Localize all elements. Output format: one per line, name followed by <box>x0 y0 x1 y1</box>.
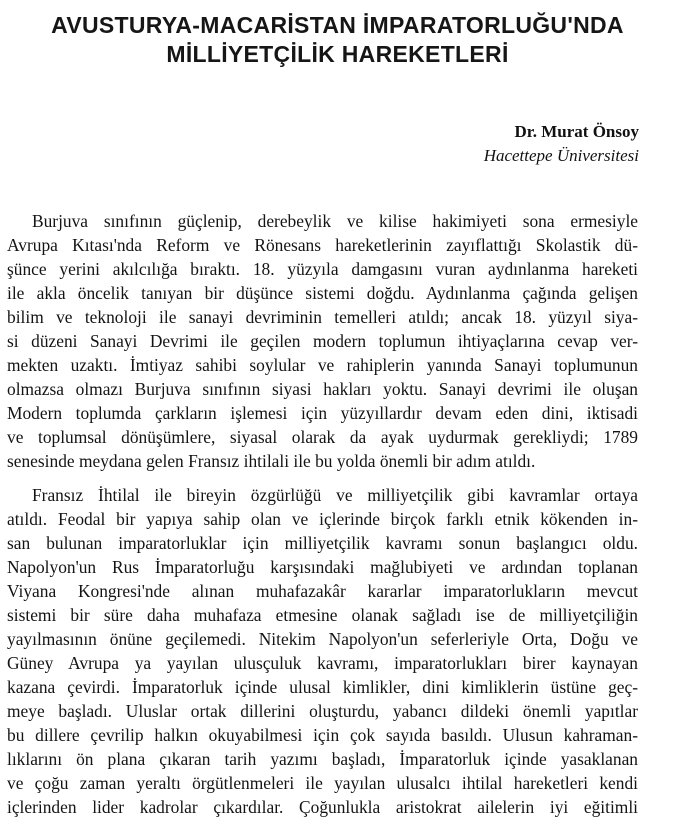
paragraph-line: şünce yerini akılcılığa bıraktı. 18. yüzyıla damgasını vuran aydınlanma hareketi <box>7 259 638 279</box>
paragraph-line: Viyana Kongresi'nde alınan muhafazakâr kararlar imparatorlukların mevcut <box>7 581 638 601</box>
author-block <box>484 120 639 168</box>
paragraph-line: lıklarını ön plana çıkaran tarih yazımı başladı, İmparatorluk içinde yasaklanan <box>7 749 638 769</box>
paragraph-line: sistemi bir süre daha muhafaza etmesine olanak sağladı ise de milliyetçiliğin <box>7 605 638 625</box>
author-institution: Hacettepe Üniversitesi <box>483 146 639 165</box>
paragraph-line: ve çoğu zaman yeraltı örgütlenmeleri ile yayılan ulusalcı ihtilal hareketleri kendi <box>7 773 638 793</box>
paragraph-line: Güney Avrupa ya yayılan ulusçuluk kavramı, imparatorlukları birer kaynayan <box>7 653 638 673</box>
paragraph-line: mekten uzaktı. İmtiyaz sahibi soylular ve rahiplerin yanında Sanayi toplumunun <box>7 355 638 375</box>
article-title-line-2: MİLLİYETÇİLİK HAREKETLERİ <box>166 41 509 67</box>
paragraph-line: kazana çevirdi. İmparatorluk içinde ulusal kimlikler, dini kimliklerin üstüne geç- <box>7 677 638 697</box>
paragraph-line: Burjuva sınıfının güçlenip, derebeylik ve kilise hakimiyeti sona ermesiyle <box>32 211 638 231</box>
paragraph-line: si düzeni Sanayi Devrimi ile geçilen modern toplumun ihtiyaçlarına cevap ver- <box>7 331 638 351</box>
paragraph-line: yayılmasının önüne geçilemedi. Nitekim Napolyon'un seferleriyle Orta, Doğu ve <box>7 629 638 649</box>
paragraph-line: ve toplumsal dönüşümlere, siyasal olarak da ayak uydurmak gerekliydi; 1789 <box>7 427 638 447</box>
paragraph-2 <box>7 483 638 819</box>
author-name: Dr. Murat Önsoy <box>514 122 639 141</box>
paragraph-line: meye başladı. Uluslar ortak dillerini oluşturdu, yabancı dildeki önemli yapıtlar <box>7 701 638 721</box>
paragraph-line: bu dillere çevrilip halkın okuyabilmesi için çok sayıda basıldı. Ulusun kahraman- <box>7 725 638 745</box>
paragraph-line: Fransız İhtilal ile bireyin özgürlüğü ve milliyetçilik gibi kavramlar ortaya <box>32 485 638 505</box>
paragraph-line: senesinde meydana gelen Fransız ihtilali ile bu yolda önemli bir adım atıldı. <box>7 451 536 471</box>
paragraph-1 <box>7 209 638 473</box>
paragraph-line: Napolyon'un Rus İmparatorluğu karşısındaki mağlubiyeti ve ardından toplanan <box>7 557 638 577</box>
paragraph-line: Avrupa Kıtası'nda Reform ve Rönesans hareketlerinin zayıflattığı Skolastik dü- <box>7 235 638 255</box>
paragraph-line: atıldı. Feodal bir yapıya sahip olan ve içlerinde birçok farklı etnik kökenden in- <box>7 509 638 529</box>
article-title-line-1: AVUSTURYA-MACARİSTAN İMPARATORLUĞU'NDA <box>51 12 624 38</box>
paragraph-line: san bulunan imparatorluklar için milliyetçilik kavramı sonun başlangıcı oldu. <box>7 533 638 553</box>
paragraph-line: Modern toplumda çarkların işlemesi için yüzyıllardır devam eden dini, iktisadi <box>7 403 638 423</box>
paragraph-line: içlerinden lider kadrolar çıkardılar. Çoğunlukla aristokrat ailelerin iyi eğitimli <box>7 797 638 817</box>
paragraph-line: ile akla öncelik tanıyan bir düşünce sistemi doğdu. Aydınlanma çağında gelişen <box>7 283 638 303</box>
paragraph-line: olmazsa olmazı Burjuva sınıfının siyasi hakları yoktu. Sanayi devrimi ile oluşan <box>7 379 638 399</box>
paragraph-line: bilim ve teknoloji ile sanayi devriminin temelleri atıldı; ancak 18. yüzyıl siya- <box>7 307 638 327</box>
